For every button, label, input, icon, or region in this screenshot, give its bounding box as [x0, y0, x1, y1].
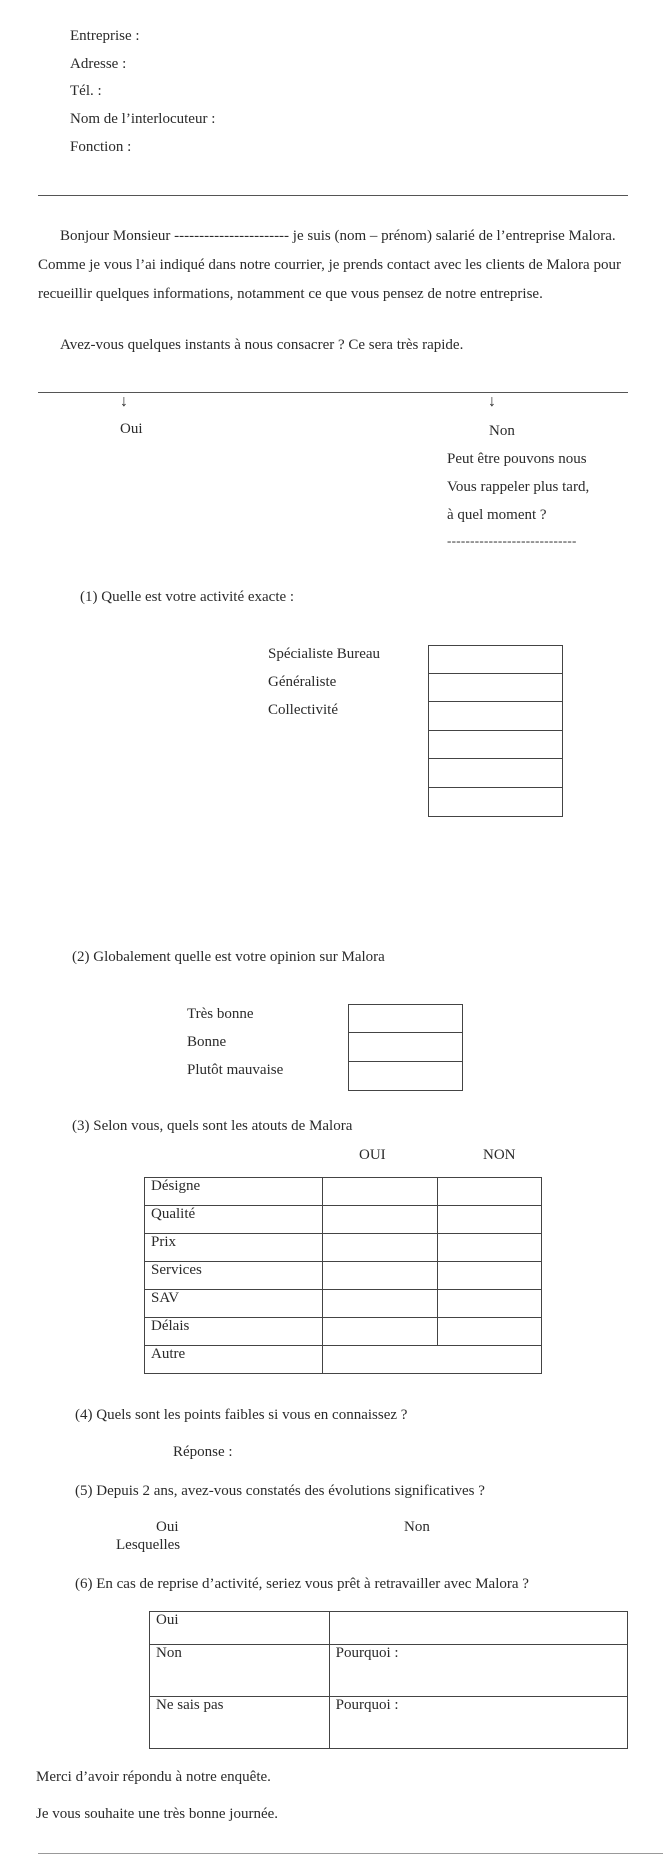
q3-row-label: Désigne — [145, 1178, 323, 1206]
q3-cell-oui[interactable] — [322, 1206, 438, 1234]
footer-souhait: Je vous souhaite une très bonne journée. — [36, 1806, 279, 1822]
q5-title: (5) Depuis 2 ans, avez-vous constatés des évolutions significatives ? — [75, 1483, 485, 1499]
q1-checkbox-divider — [428, 787, 563, 788]
q1-checkbox-column[interactable] — [428, 645, 563, 817]
q3-cell-oui[interactable] — [322, 1234, 438, 1262]
q2-checkbox-column[interactable] — [348, 1004, 463, 1091]
q3-row-label: Prix — [145, 1234, 323, 1262]
table-row — [145, 1290, 542, 1318]
q3-cell-non[interactable] — [438, 1206, 542, 1234]
q2-option: Bonne — [187, 1034, 227, 1050]
rappel-line-2: Vous rappeler plus tard, — [447, 479, 590, 495]
field-adresse: Adresse : — [70, 56, 127, 72]
q3-row-label: Autre — [145, 1346, 323, 1374]
field-tel: Tél. : — [70, 83, 102, 99]
arrow-down-icon: ↓ — [488, 393, 496, 410]
table-row — [150, 1612, 628, 1645]
q3-cell-non[interactable] — [438, 1178, 542, 1206]
q2-checkbox-divider — [348, 1032, 463, 1033]
q5-oui: Oui — [156, 1519, 179, 1535]
intro-question: Avez-vous quelques instants à nous consacrer ? Ce sera très rapide. — [60, 337, 464, 353]
table-row — [145, 1178, 542, 1206]
q1-checkbox-divider — [428, 730, 563, 731]
q6-title: (6) En cas de reprise d’activité, seriez vous prêt à retravailler avec Malora ? — [75, 1576, 529, 1592]
q3-row-label: SAV — [145, 1290, 323, 1318]
q1-option: Collectivité — [268, 702, 338, 718]
q2-checkbox-divider — [348, 1061, 463, 1062]
q1-title: (1) Quelle est votre activité exacte : — [80, 589, 295, 605]
q3-cell-non[interactable] — [438, 1262, 542, 1290]
intro-paragraph: Bonjour Monsieur ----------------------- je suis (nom – prénom) salarié de l’entreprise Malora. Comme je vous l’ai indiqué dans notre courrier, je prends contact avec les clients de Malora pour recueillir quelques informations, notamment ce que vous pensez de notre entreprise. — [38, 228, 621, 302]
q4-reponse-label: Réponse : — [173, 1444, 233, 1460]
divider — [38, 195, 628, 196]
q4-title: (4) Quels sont les points faibles si vous en connaissez ? — [75, 1407, 408, 1423]
field-nom-interlocuteur: Nom de l’interlocuteur : — [70, 111, 216, 127]
q2-option: Très bonne — [187, 1006, 254, 1022]
q3-row-label: Délais — [145, 1318, 323, 1346]
q3-cell-oui[interactable] — [322, 1262, 438, 1290]
q3-title: (3) Selon vous, quels sont les atouts de Malora — [72, 1118, 353, 1134]
q6-row-label: Ne sais pas — [150, 1697, 330, 1749]
field-fonction: Fonction : — [70, 139, 132, 155]
footer-merci: Merci d’avoir répondu à notre enquête. — [36, 1769, 271, 1785]
q6-row-label: Oui — [150, 1612, 330, 1645]
q3-cell-oui[interactable] — [322, 1178, 438, 1206]
rappel-line-1: Peut être pouvons nous — [447, 451, 587, 467]
table-row — [145, 1206, 542, 1234]
q3-cell-non[interactable] — [438, 1318, 542, 1346]
q3-cell-non[interactable] — [438, 1234, 542, 1262]
q2-option: Plutôt mauvaise — [187, 1062, 284, 1078]
q1-checkbox-divider — [428, 758, 563, 759]
q1-option: Généraliste — [268, 674, 337, 690]
table-row — [145, 1318, 542, 1346]
branch-oui: Oui — [120, 421, 143, 437]
table-row — [150, 1697, 628, 1749]
q3-row-label: Qualité — [145, 1206, 323, 1234]
q6-row-label: Non — [150, 1645, 330, 1697]
rappel-line-3: à quel moment ? — [447, 507, 547, 523]
q6-table — [149, 1611, 628, 1749]
q3-row-label: Services — [145, 1262, 323, 1290]
q1-option: Spécialiste Bureau — [268, 646, 381, 662]
q6-row-detail[interactable]: Pourquoi : — [329, 1697, 627, 1749]
table-row — [145, 1234, 542, 1262]
q3-cell-oui[interactable] — [322, 1290, 438, 1318]
q3-col-non: NON — [483, 1147, 516, 1163]
q3-cell-non[interactable] — [438, 1290, 542, 1318]
q5-non: Non — [404, 1519, 430, 1535]
page-bottom-edge — [38, 1853, 663, 1854]
q5-lesquelles: Lesquelles — [116, 1537, 181, 1553]
branch-non: Non — [489, 423, 515, 439]
q6-row-detail[interactable] — [329, 1612, 627, 1645]
q3-cell-autre[interactable] — [322, 1346, 541, 1374]
table-row — [150, 1645, 628, 1697]
q3-table — [144, 1177, 542, 1374]
q3-col-oui: OUI — [359, 1147, 386, 1163]
table-row — [145, 1346, 542, 1374]
q2-title: (2) Globalement quelle est votre opinion sur Malora — [72, 949, 385, 965]
arrow-down-icon: ↓ — [120, 393, 128, 410]
q3-cell-oui[interactable] — [322, 1318, 438, 1346]
table-row — [145, 1262, 542, 1290]
q6-row-detail[interactable]: Pourquoi : — [329, 1645, 627, 1697]
q1-checkbox-divider — [428, 673, 563, 674]
field-entreprise: Entreprise : — [70, 28, 140, 44]
q1-checkbox-divider — [428, 701, 563, 702]
rappel-answer-line: ---------------------------- — [447, 533, 577, 548]
